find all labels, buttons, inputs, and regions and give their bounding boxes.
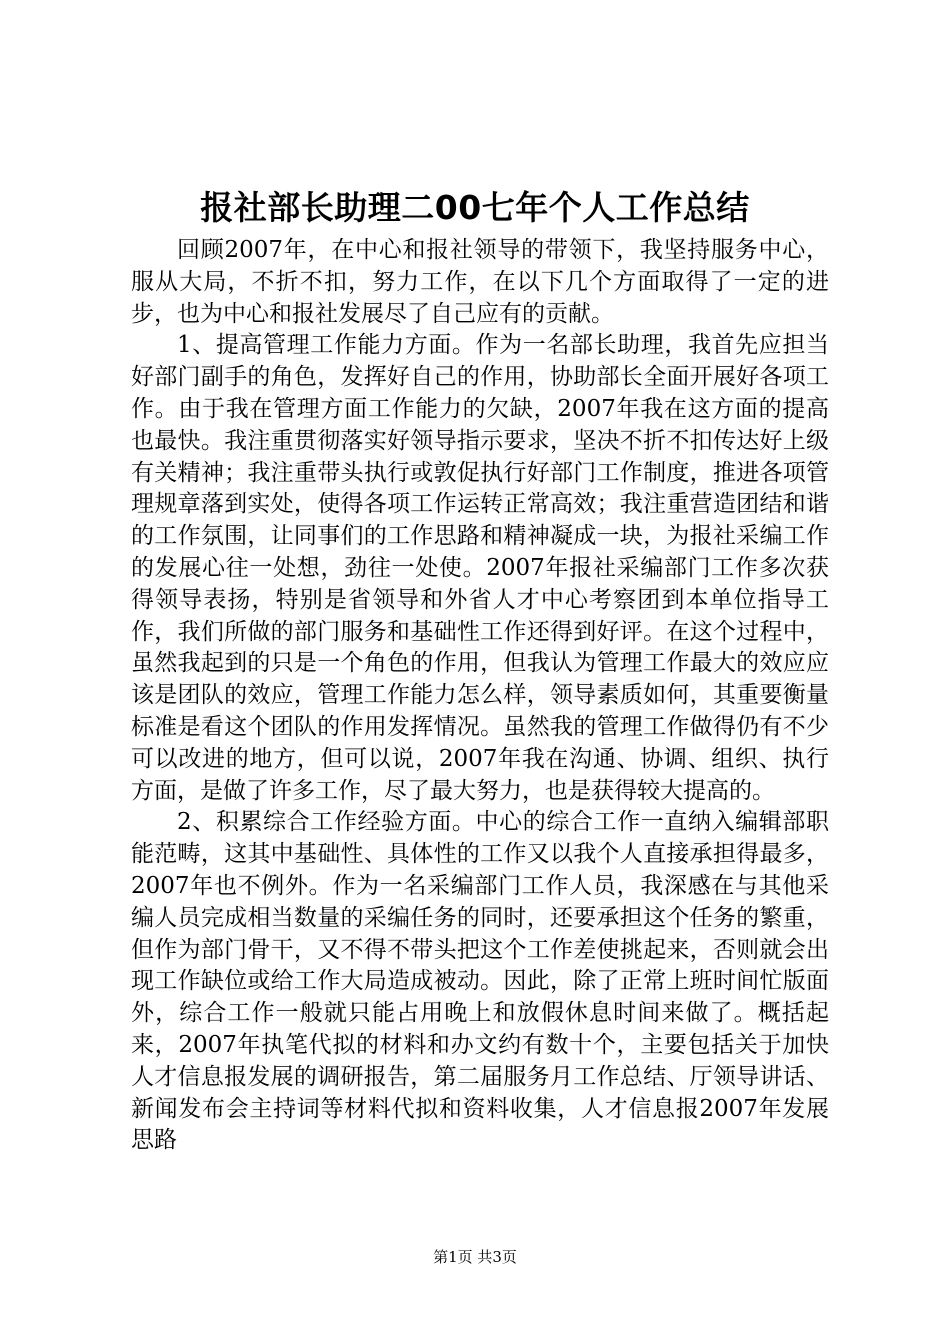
document-body <box>131 235 829 1157</box>
page-footer: 第1页 共3页 <box>433 1248 517 1266</box>
document-title: 报社部长助理二00七年个人工作总结 <box>200 188 750 227</box>
paragraph-comprehensive-work: 2、积累综合工作经验方面。中心的综合工作一直纳入编辑部职能范畴，这其中基础性、具体性的工作又以我个人直接承担得最多，2007年也不例外。作为一名采编部门工作人员，我深感在与其他采编人员完成相当数量的采编任务的同时，还要承担这个任务的繁重，但作为部门骨干，又不得不带头把这个工作差使挑起来，否则就会出现工作缺位或给工作大局造成被动。因此，除了正常上班时间忙版面外，综合工作一般就只能占用晚上和放假休息时间来做了。概括起来，2007年执笔代拟的材料和办文约有数十个，主要包括关于加快人才信息报发展的调研报告，第二届服务月工作总结、厅领导讲话、新闻发布会主持词等材料代拟和资料收集，人才信息报2007年发展思路 <box>131 809 829 1154</box>
paragraph-intro: 回顾2007年，在中心和报社领导的带领下，我坚持服务中心，服从大局，不折不扣，努力工作，在以下几个方面取得了一定的进步，也为中心和报社发展尽了自己应有的贡献。 <box>131 237 829 327</box>
paragraph-management-ability: 1、提高管理工作能力方面。作为一名部长助理，我首先应担当好部门副手的角色，发挥好自己的作用，协助部长全面开展好各项工作。由于我在管理方面工作能力的欠缺，2007年我在这方面的提高也最快。我注重贯彻落实好领导指示要求，坚决不折不扣传达好上级有关精神；我注重带头执行或敦促执行好部门工作制度，推进各项管理规章落到实处，使得各项工作运转正常高效；我注重营造团结和谐的工作氛围，让同事们的工作思路和精神凝成一块，为报社采编工作的发展心往一处想，劲往一处使。2007年报社采编部门工作多次获得领导表扬，特别是省领导和外省人才中心考察团到本单位指导工作，我们所做的部门服务和基础性工作还得到好评。在这个过程中，虽然我起到的只是一个角色的作用，但我认为管理工作最大的效应应该是团队的效应，管理工作能力怎么样，领导素质如何，其重要衡量标准是看这个团队的作用发挥情况。虽然我的管理工作做得仍有不少可以改进的地方，但可以说，2007年我在沟通、协调、组织、执行方面，是做了许多工作，尽了最大努力，也是获得较大提高的。 <box>131 332 829 804</box>
